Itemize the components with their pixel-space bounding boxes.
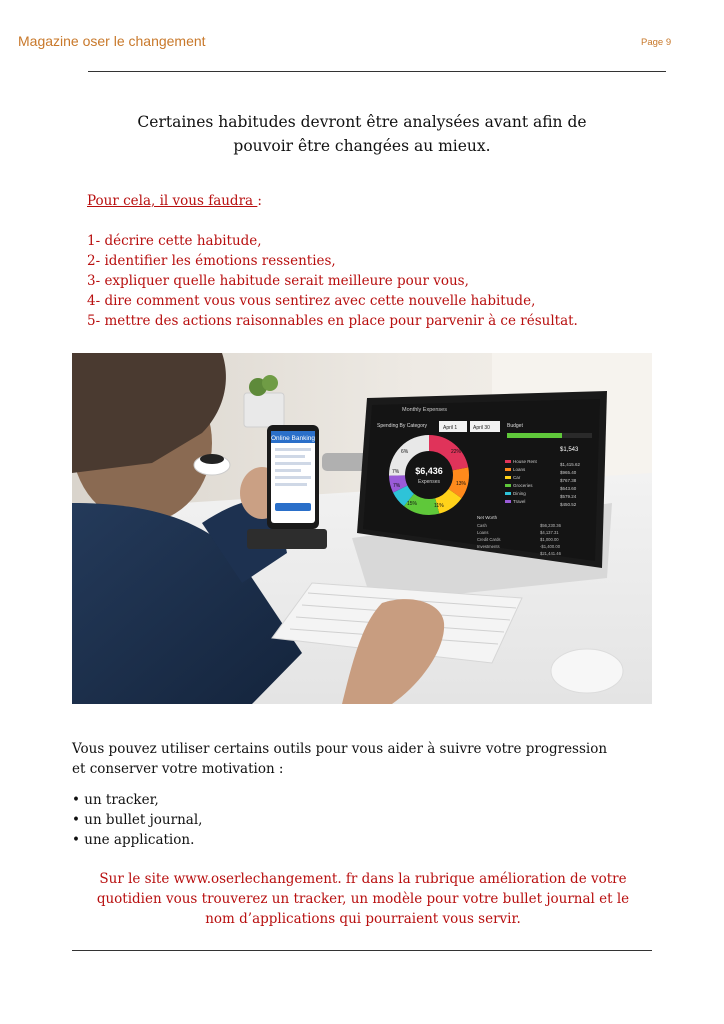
steps-block bbox=[87, 191, 647, 331]
step-item: 2- identifier les émotions ressenties, bbox=[87, 253, 336, 269]
slice-label: 15% bbox=[407, 501, 418, 507]
networth-item-value: $56,230.36 bbox=[540, 523, 561, 528]
slice-label: 11% bbox=[434, 503, 444, 509]
note-line-1: Sur le site www.oserlechangement. fr dans la rubrique amélioration de votre bbox=[99, 871, 627, 887]
intro-line-1: Certaines habitudes devront être analysées avant afin de bbox=[137, 113, 587, 131]
tool-item: • un tracker, bbox=[72, 792, 159, 808]
steps-heading-text: Pour cela, il vous faudra bbox=[87, 193, 258, 209]
step-item: 3- expliquer quelle habitude serait meilleure pour vous, bbox=[87, 273, 469, 289]
bottom-divider bbox=[72, 950, 652, 951]
tools-list bbox=[72, 790, 202, 850]
illustration-photo bbox=[72, 353, 652, 704]
networth-label: Net Worth bbox=[477, 515, 498, 520]
steps-heading-colon: : bbox=[257, 193, 262, 209]
networth-item-value: $4,137.31 bbox=[540, 530, 559, 535]
legend-value: $450.52 bbox=[560, 502, 577, 507]
legend-value: $579.24 bbox=[560, 494, 577, 499]
legend-value: $965.40 bbox=[560, 470, 577, 475]
note-line-3: nom d’applications qui pourraient vous servir. bbox=[205, 911, 521, 927]
slice-label: 13% bbox=[456, 481, 467, 487]
top-divider bbox=[88, 71, 666, 72]
tools-intro-line-2: et conserver votre motivation : bbox=[72, 761, 284, 777]
steps-heading bbox=[87, 191, 647, 211]
networth-item-value: $1,000.00 bbox=[540, 537, 559, 542]
tool-item: • un bullet journal, bbox=[72, 812, 203, 828]
donut-amount: $6,436 bbox=[415, 466, 443, 476]
legend-label: Groceries bbox=[513, 483, 533, 488]
spending-label: Spending By Category bbox=[377, 423, 428, 429]
legend-value: $1,415.62 bbox=[560, 462, 581, 467]
date-to: April 30 bbox=[473, 425, 490, 431]
slice-label: 22% bbox=[451, 449, 462, 455]
expense-donut bbox=[392, 443, 467, 509]
tools-intro-line-1: Vous pouvez utiliser certains outils pour vous aider à suivre votre progression bbox=[72, 741, 608, 757]
intro-paragraph bbox=[100, 110, 624, 158]
networth-item-label: Loans bbox=[477, 530, 489, 535]
budget-label: Budget bbox=[507, 423, 523, 429]
screen-title: Monthly Expenses bbox=[402, 407, 447, 413]
networth-item-value: $21,441.46 bbox=[540, 551, 561, 556]
legend-label: Car bbox=[513, 475, 521, 480]
tools-intro bbox=[72, 739, 652, 779]
tool-item: • une application. bbox=[72, 832, 195, 848]
networth-item-label: Cash bbox=[477, 523, 487, 528]
website-note bbox=[80, 869, 646, 929]
note-line-2: quotidien vous trouverez un tracker, un modèle pour votre bullet journal et le bbox=[96, 891, 630, 907]
donut-caption: Expenses bbox=[418, 479, 440, 485]
page-number: Page 9 bbox=[641, 37, 672, 48]
legend-value: $767.38 bbox=[560, 478, 577, 483]
legend-label: Loans bbox=[513, 467, 526, 472]
step-item: 4- dire comment vous vous sentirez avec cette nouvelle habitude, bbox=[87, 293, 536, 309]
legend-label: House Rent bbox=[513, 459, 537, 464]
phone-app-title: Online Banking bbox=[270, 435, 316, 442]
slice-label: 6% bbox=[401, 449, 409, 455]
legend-label: Dining bbox=[513, 491, 526, 496]
budget-value: $1,543 bbox=[560, 447, 579, 453]
networth-item-value: -$1,400.00 bbox=[540, 544, 561, 549]
legend-label: Travel bbox=[513, 499, 526, 504]
step-item: 5- mettre des actions raisonnables en place pour parvenir à ce résultat. bbox=[87, 313, 578, 329]
step-item: 1- décrire cette habitude, bbox=[87, 233, 262, 249]
steps-list bbox=[87, 231, 647, 331]
legend-value: $643.60 bbox=[560, 486, 577, 491]
date-from: April 1 bbox=[443, 425, 458, 431]
magazine-title: Magazine oser le changement bbox=[18, 33, 206, 49]
networth-item-label: Investments bbox=[477, 544, 500, 549]
slice-label: 7% bbox=[392, 469, 400, 475]
networth-item-label: Credit Cards bbox=[477, 537, 501, 542]
intro-line-2: pouvoir être changées au mieux. bbox=[233, 137, 491, 155]
slice-label: 7% bbox=[393, 483, 401, 489]
